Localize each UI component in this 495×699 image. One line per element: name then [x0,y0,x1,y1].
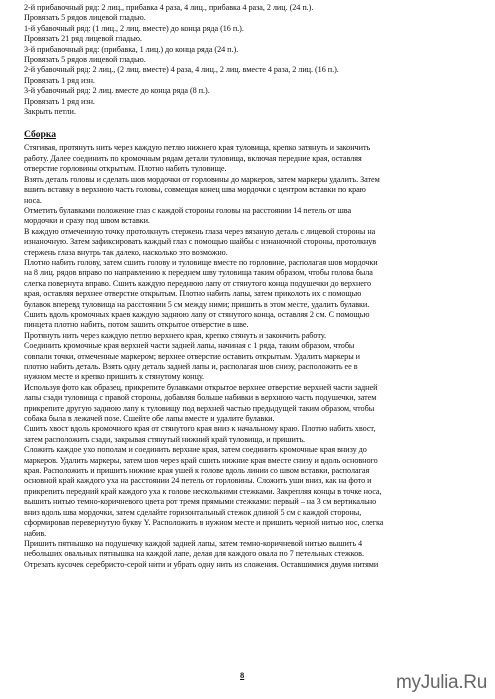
text-line: Провязать 5 рядов лицевой гладью. [24,13,146,23]
text-line: затем расположить сзади, закрывая стянутый нижний край туловища, и пришить. [24,434,306,444]
text-line: края, оставляя верхнее отверстие открытым. Плотно набить лапы, затем приколоть их с помощью [24,289,362,299]
text-line: вшить вставку в верхнюю часть головы, совмещая конец шва мордочки с центром вставки по краю [24,185,366,195]
text-line: плотно набить деталь. Взять одну деталь задней лапы и, располагая шов снизу, расположить ее в [24,362,358,371]
text-line: лапы сзади туловища с правой стороны, добавляя больше набивки в верхнюю часть подушечки, затем [24,393,377,403]
text-line: Закрыть петли. [24,107,76,117]
text-line: 3-й прибавочный ряд: (прибавка, 1 лиц.) до конца ряда (24 п.). [24,44,239,54]
section-heading: Сборка [24,129,57,141]
text-line: В каждую отмеченную точку протолкнуть стержень глаза через вязаную деталь с лицевой стороны на [24,226,376,236]
text-line: основной край каждого уха на расстоянии 24 петель от горловины. Сложить уши вниз, как на фото и [24,476,372,486]
text-line: вниз вдоль шва мордочки, затем сделайте горизонтальный стежок длиной 5 см с каждой стороны, [24,507,362,517]
text-line: Используя фото как образец, прикрепите булавками открытое верхнее отверстие верхней части задней [24,382,378,392]
pattern-instructions [24,3,476,117]
text-line: Плотно набить голову, затем сшить голову и туловище вместе по горловине, располагая шов мордочки [24,257,378,267]
assembly-instructions [24,143,476,570]
text-line: края. Расположить и пришить нижние края ушей к голове вдоль линии со швом вставки, располагая [24,466,370,476]
text-line: булавок вперевд туловища на расстоянии 5 см между ними; пришить в этом месте, удалить булавки. [24,299,370,309]
site-watermark: myJulia.Ru [396,672,487,693]
text-line: Провязать 5 рядов лицевой гладью. [24,55,146,65]
text-line: собака была в лежачей позе. Сшейте обе лапы вместе и удалите булавки. [24,414,275,424]
text-line: Провязать 21 ряд лицевой гладью. [24,34,142,44]
text-line: Отрезать кусочек серебристо-серой нити и убрать одну нить из сложения. Оставшимися двумя нитями [24,559,379,569]
text-line: работу. Далее соединить по кромочным рядам детали туловища, включая передние края, оставляя [24,153,362,163]
text-line: Соединить кромочные края верхней части задней лапы, начиная с 1 ряда, таким образом, чтобы [24,341,355,351]
text-line: отверстие горловины открытым. Плотно набить туловище. [24,164,227,174]
text-line: 2-й прибавочный ряд: 2 лиц., прибавка 4 раза, 4 лиц., прибавка 4 раза, 2 лиц. (24 п.). [24,3,314,12]
text-line: набив. [24,528,47,538]
text-line: мордочки и сразу под швом вставки. [24,216,150,226]
text-line: Пришить пятнышко на подушечку каждой задней лапы, затем темно-коричневой нитью вышить 4 [24,538,363,548]
text-line: маркеров. Удалить маркеры, затем шов через край сшить нижние края вместе снизу и вдоль основного [24,455,378,465]
text-line: изнаночную. Затем зафиксировать каждый глаз с помощью шайбы с изнаночной стороны, протолкнув [24,237,377,247]
text-line: на 8 лиц. рядов вправо по направлению к переднем шву туловища таким образом, чтобы голова была [24,268,373,278]
text-line: вышить нитью темно-коричневого цвета рот тремя прямыми стежками: первый – на 3 см вертикально [24,497,377,507]
text-line: нужном месте и крепко пришить к стянутому концу. [24,372,205,382]
text-line: Провязать 1 ряд изн. [24,96,95,106]
text-line: Сшить хвост вдоль кромочного края от стянутого края вниз к начальному краю. Плотно набить хвост, [24,424,376,434]
text-line: 2-й убавочный ряд: 2 лиц., (2 лиц. вместе) 4 раза, 4 лиц., 2 лиц. вместе 4 раза, 2 лиц. (16 п.). [24,65,339,75]
text-line: 3-й убавочный ряд: 2 лиц. вместе до конца ряда (8 п.). [24,86,210,96]
text-line: Провязать 1 ряд изн. [24,75,95,85]
text-line: Стягивая, протянуть нить через каждую петлю нижнего края туловища, крепко затянуть и закончить [24,143,371,153]
text-line: Отметить булавками положение глаз с каждой стороны головы на расстоянии 14 петель от шва [24,205,352,215]
text-line: 1-й убавочный ряд: (1 лиц., 2 лиц. вместе) до конца ряда (16 п.). [24,23,244,33]
text-line: Протянуть нить через каждую петлю верхнего края, крепко стянуть и закончить работу. [24,330,326,340]
text-line: сформировав перевернутую букву Y. Расположить в нужном месте и пришить черной нитью нос, слегка [24,518,384,528]
text-line: прикрепите другую заднюю лапу к туловищу под верхней частью предыдущей таким образом, чтобы [24,403,375,413]
text-line: прикрепить передний край каждого уха к голове несколькими стежками. Закрепляя концы в точке носа, [24,486,382,496]
text-line: носа. [24,195,42,205]
text-line: совпали точки, отмеченные маркером; верхнее отверстие оставить открытым. Удалить маркеры и [24,351,360,361]
text-line: слегка повернута вправо. Сшить каждую переднюю лапу от стянутого конца подушечки до верхнего [24,278,372,288]
document-body [24,3,476,570]
text-line: Сшить вдоль кромочных краев каждую заднюю лапу от стянутого конца, оставляя 2 см. С помощью [24,309,370,319]
text-line: стержень глаза внутрь так далеко, насколько это возможно. [24,247,228,257]
page-number: 8 [240,670,245,680]
text-line: Сложить каждое ухо пополам и соединить верхние края, затем соединить кромочные края внизу до [24,445,367,455]
text-line: Взять деталь головы и сделать шов мордочки от горловины до маркеров, затем маркеры удалить. Затем [24,174,380,184]
text-line: небольших овальных пятнышка на каждой лапе, делая для каждого овала по 7 петельных стежков. [24,549,364,559]
text-line: пинцета плотно набить, потом зашить открытое отверстие в шве. [24,320,249,330]
